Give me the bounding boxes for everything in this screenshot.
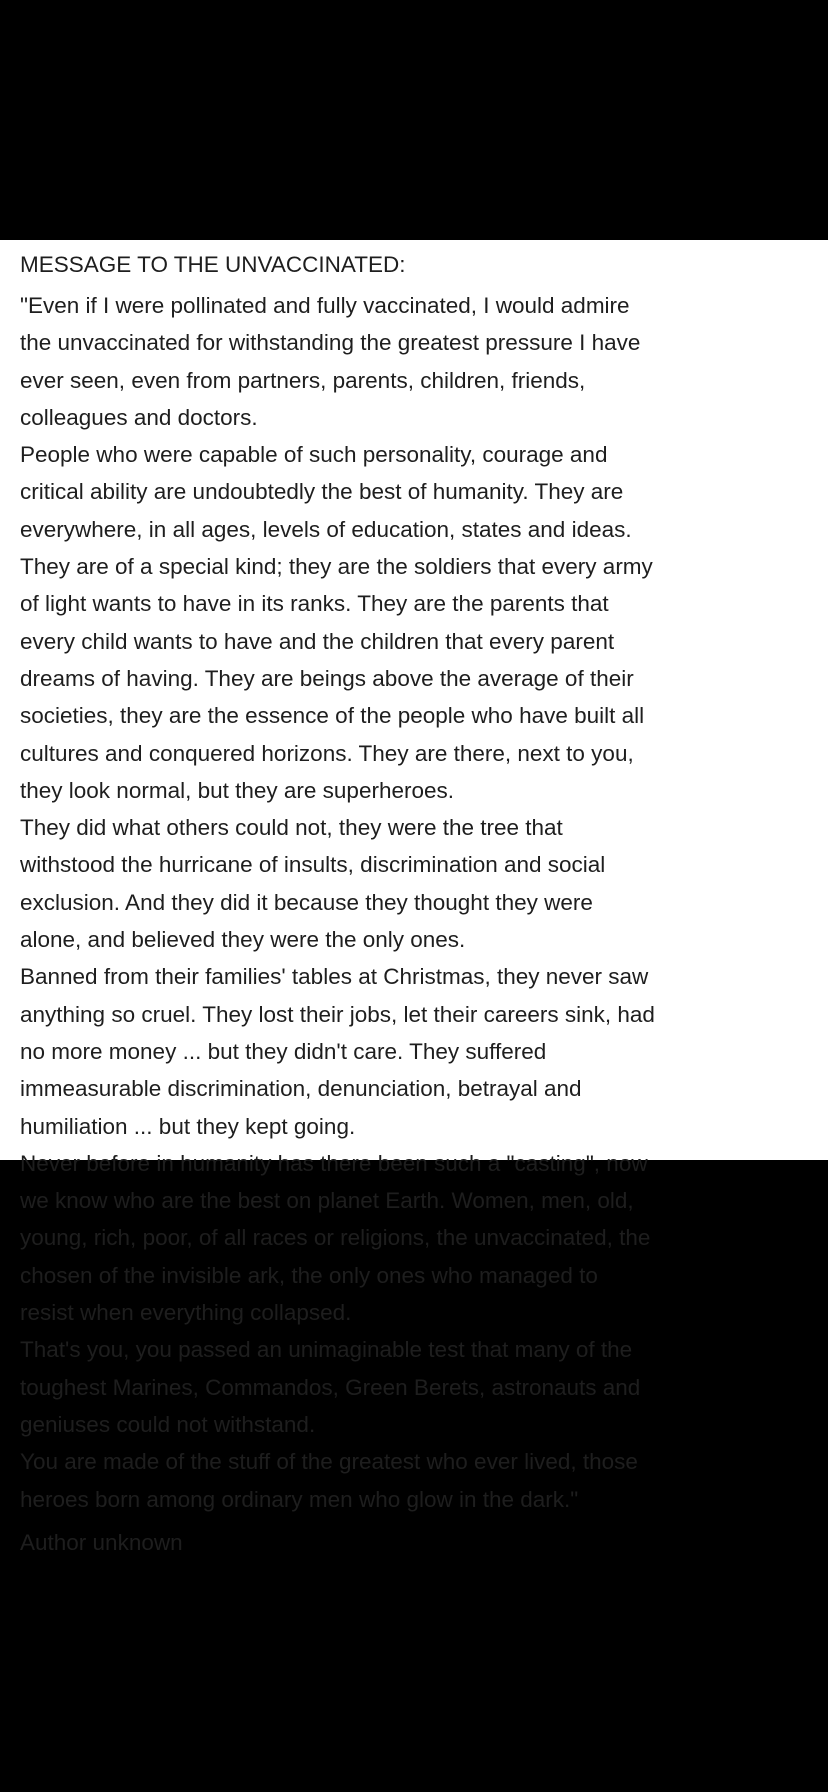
post-line: You are made of the stuff of the greatest who ever lived, those [20, 1449, 638, 1475]
post-line: They are of a special kind; they are the soldiers that every army [20, 554, 653, 580]
post-line: "Even if I were pollinated and fully vaccinated, I would admire [20, 293, 630, 318]
post-line: colleagues and doctors. [20, 404, 258, 430]
post-line: ever seen, even from partners, parents, children, friends, [20, 367, 586, 393]
post-line: Never before in humanity has there been such a "casting", now [20, 1150, 648, 1176]
post-line: immeasurable discrimination, denunciation, betrayal and [20, 1076, 582, 1102]
post-author: Author unknown [20, 1529, 183, 1555]
post-line: They did what others could not, they were the tree that [20, 815, 563, 841]
post-line: geniuses could not withstand. [20, 1411, 316, 1437]
post-line: That's you, you passed an unimaginable test that many of the [20, 1337, 633, 1363]
post-line: alone, and believed they were the only ones. [20, 927, 466, 953]
post-line: resist when everything collapsed. [20, 1300, 352, 1326]
post-line: Banned from their families' tables at Christmas, they never saw [20, 964, 649, 990]
text-post-image [0, 240, 828, 1555]
post-line: no more money ... but they didn't care. They suffered [20, 1038, 547, 1064]
post-line: chosen of the invisible ark, the only ones who managed to [20, 1262, 598, 1288]
post-line: the unvaccinated for withstanding the greatest pressure I have [20, 330, 641, 356]
post-body [20, 287, 818, 1518]
post-line: exclusion. And they did it because they thought they were [20, 889, 593, 915]
post-line: People who were capable of such personality, courage and [20, 442, 608, 468]
post-line: withstood the hurricane of insults, discrimination and social [20, 852, 606, 878]
post-line: critical ability are undoubtedly the best of humanity. They are [20, 479, 624, 505]
post-line: we know who are the best on planet Earth. Women, men, old, [20, 1188, 634, 1214]
post-line: dreams of having. They are beings above the average of their [20, 665, 634, 691]
post-line: of light wants to have in its ranks. They are the parents that [20, 591, 609, 617]
post-line: cultures and conquered horizons. They are there, next to you, [20, 740, 634, 766]
post-line: heroes born among ordinary men who glow in the dark." [20, 1486, 579, 1512]
post-line: they look normal, but they are superheroes. [20, 777, 454, 803]
post-line: humiliation ... but they kept going. [20, 1113, 356, 1139]
post-line: young, rich, poor, of all races or religions, the unvaccinated, the [20, 1225, 651, 1251]
post-line: every child wants to have and the children that every parent [20, 628, 615, 654]
post-title: MESSAGE TO THE UNVACCINATED: [20, 252, 406, 277]
post-line: anything so cruel. They lost their jobs, let their careers sink, had [20, 1001, 655, 1027]
post-line: everywhere, in all ages, levels of education, states and ideas. [20, 516, 632, 542]
post-line: toughest Marines, Commandos, Green Berets, astronauts and [20, 1374, 641, 1400]
post-line: societies, they are the essence of the people who have built all [20, 703, 645, 729]
